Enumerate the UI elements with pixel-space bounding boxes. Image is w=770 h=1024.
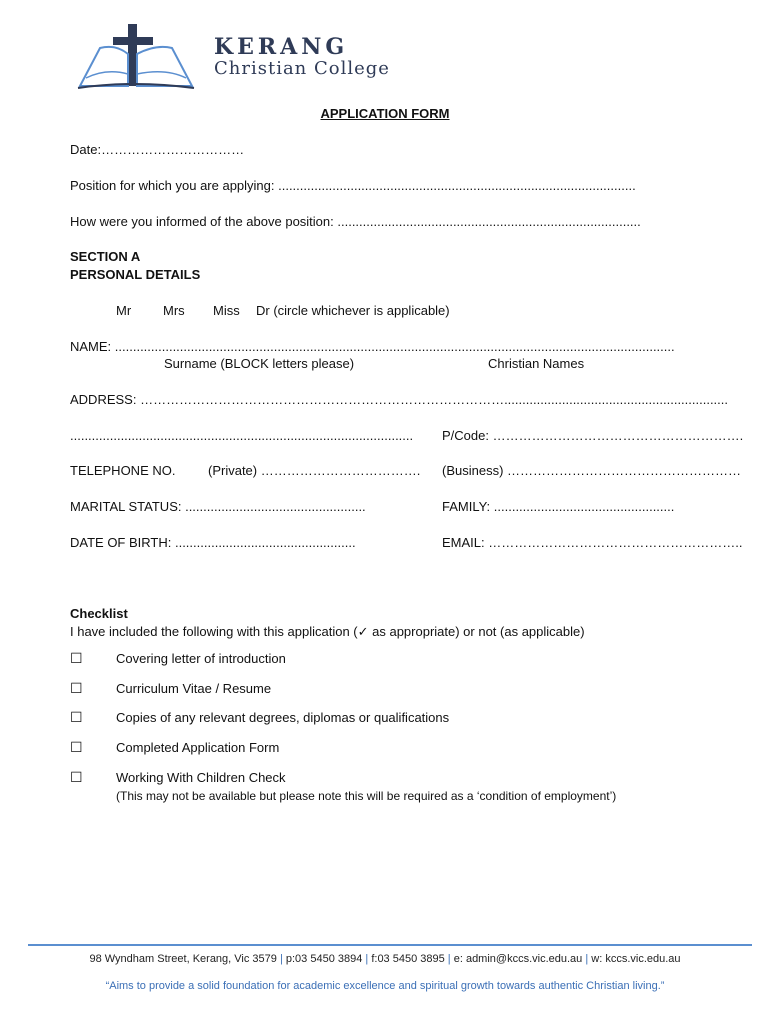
footer-web: w: kccs.vic.edu.au <box>591 953 681 965</box>
brand-line-1: KERANG <box>214 34 349 60</box>
college-logo <box>76 22 196 92</box>
wwcc-note: (This may not be available but please note this will be required as a ‘condition of employment’) <box>116 789 617 803</box>
private-phone-field[interactable]: (Private) ………………………………. <box>208 463 421 478</box>
date-field[interactable]: Date:…………………………… <box>70 142 245 157</box>
footer-fax: f:03 5450 3895 <box>371 953 445 965</box>
position-field[interactable]: Position for which you are applying: ................................................................................................... <box>70 178 636 193</box>
footer-divider <box>28 944 752 946</box>
checklist-item-wwcc: Working With Children Check <box>116 770 286 785</box>
footer-email: e: admin@kccs.vic.edu.au <box>453 953 583 965</box>
footer-separator: | <box>447 953 451 965</box>
checkbox-covering-letter[interactable]: ☐ <box>70 650 83 666</box>
postcode-field[interactable]: P/Code: …………………………………………………. <box>442 428 744 443</box>
footer-contact <box>0 953 770 965</box>
family-field[interactable]: FAMILY: .................................................. <box>442 499 675 514</box>
title-mr[interactable]: Mr <box>116 303 132 318</box>
brand-line-2: Christian College <box>214 58 390 79</box>
checklist-item-qualifications: Copies of any relevant degrees, diplomas or qualifications <box>116 710 450 725</box>
checkbox-wwcc[interactable]: ☐ <box>70 769 83 785</box>
christian-names-hint: Christian Names <box>488 356 585 371</box>
section-heading: SECTION A <box>70 249 141 264</box>
checklist-item-application-form: Completed Application Form <box>116 740 280 755</box>
footer-motto: “Aims to provide a solid foundation for academic excellence and spiritual growth towards authentic Christian living.” <box>105 980 665 992</box>
checkbox-application-form[interactable]: ☐ <box>70 739 83 755</box>
checkbox-cv[interactable]: ☐ <box>70 680 83 696</box>
business-phone-field[interactable]: (Business) ……………………………………………… <box>442 463 742 478</box>
footer-address: 98 Wyndham Street, Kerang, Vic 3579 <box>89 953 277 965</box>
informed-field[interactable]: How were you informed of the above position: .................................................................................... <box>70 214 641 229</box>
name-field[interactable]: NAME: ........................................................................................................................................................... <box>70 339 675 354</box>
email-field[interactable]: EMAIL: ………………………………………………….. <box>442 535 743 550</box>
college-brand <box>214 36 390 80</box>
dob-field[interactable]: DATE OF BIRTH: .................................................. <box>70 535 356 550</box>
marital-status-field[interactable]: MARITAL STATUS: .................................................. <box>70 499 366 514</box>
address-line-2[interactable]: ............................................................................................... <box>70 428 414 443</box>
title-dr-note[interactable]: Dr (circle whichever is applicable) <box>256 303 450 318</box>
personal-details-heading: PERSONAL DETAILS <box>70 267 201 282</box>
title-miss[interactable]: Miss <box>213 303 240 318</box>
footer-separator: | <box>585 953 589 965</box>
checklist-intro: I have included the following with this application (✓ as appropriate) or not (as applicable) <box>70 624 585 639</box>
checklist-item-cv: Curriculum Vitae / Resume <box>116 681 272 696</box>
address-field[interactable]: ADDRESS: ………………………………………………………………………….............................................................. <box>70 392 729 407</box>
footer-phone: p:03 5450 3894 <box>285 953 363 965</box>
telephone-label: TELEPHONE NO. <box>70 463 176 478</box>
title-mrs[interactable]: Mrs <box>163 303 185 318</box>
footer-separator: | <box>365 953 369 965</box>
checklist-item-covering-letter: Covering letter of introduction <box>116 651 286 666</box>
form-title: APPLICATION FORM <box>320 106 450 121</box>
checkbox-qualifications[interactable]: ☐ <box>70 709 83 725</box>
footer-separator: | <box>279 953 283 965</box>
checklist-heading: Checklist <box>70 606 128 621</box>
surname-hint: Surname (BLOCK letters please) <box>164 356 355 371</box>
